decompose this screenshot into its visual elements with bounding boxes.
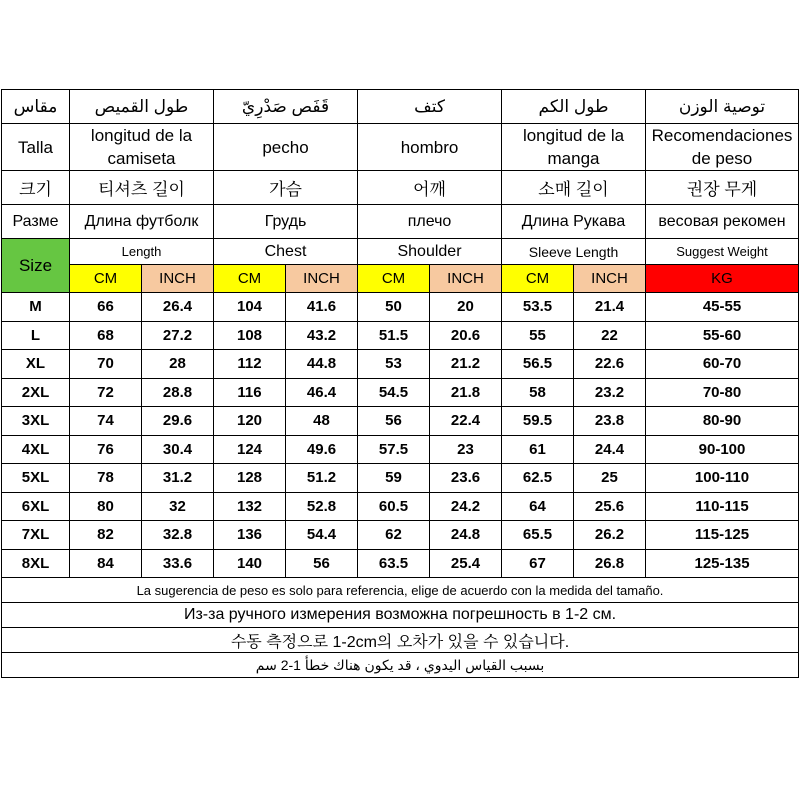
table-cell: 60-70 <box>646 350 799 379</box>
table-row <box>2 350 799 379</box>
table-cell: 51.5 <box>358 321 430 350</box>
unit-cm: CM <box>502 265 574 293</box>
table-row <box>2 435 799 464</box>
table-cell: 128 <box>214 464 286 493</box>
unit-cm: CM <box>358 265 430 293</box>
table-cell: 23.8 <box>574 407 646 436</box>
header-cell: плечо <box>358 205 502 239</box>
header-cell: 권장 무게 <box>646 171 799 205</box>
table-cell: 45-55 <box>646 293 799 322</box>
table-cell: 24.2 <box>430 492 502 521</box>
table-row <box>2 321 799 350</box>
table-cell: 21.2 <box>430 350 502 379</box>
header-row-korean <box>2 171 799 205</box>
header-row-spanish <box>2 124 799 171</box>
table-cell: 124 <box>214 435 286 464</box>
table-cell: 20.6 <box>430 321 502 350</box>
table-cell: 90-100 <box>646 435 799 464</box>
table-cell: 104 <box>214 293 286 322</box>
size-cell: 2XL <box>2 378 70 407</box>
table-cell: 66 <box>70 293 142 322</box>
header-cell: طول الكم <box>502 90 646 124</box>
table-cell: 80 <box>70 492 142 521</box>
table-cell: 100-110 <box>646 464 799 493</box>
table-cell: 116 <box>214 378 286 407</box>
table-cell: 55 <box>502 321 574 350</box>
notes <box>2 578 799 678</box>
table-cell: 112 <box>214 350 286 379</box>
table-cell: 24.4 <box>574 435 646 464</box>
table-cell: 24.8 <box>430 521 502 550</box>
table-cell: 136 <box>214 521 286 550</box>
header-cell: longitud de la manga <box>502 124 646 171</box>
table-cell: 32.8 <box>142 521 214 550</box>
table-cell: 84 <box>70 549 142 578</box>
header-cell: Грудь <box>214 205 358 239</box>
size-header: Size <box>2 239 70 293</box>
table-cell: 25.6 <box>574 492 646 521</box>
table-cell: 32 <box>142 492 214 521</box>
header-row-russian <box>2 205 799 239</box>
table-cell: 21.8 <box>430 378 502 407</box>
size-rows <box>2 293 799 578</box>
table-cell: 52.8 <box>286 492 358 521</box>
group-suggest-weight: Suggest Weight <box>646 239 799 265</box>
table-cell: 60.5 <box>358 492 430 521</box>
table-cell: 80-90 <box>646 407 799 436</box>
header-cell: longitud de la camiseta <box>70 124 214 171</box>
table-cell: 30.4 <box>142 435 214 464</box>
header-cell: 크기 <box>2 171 70 205</box>
group-sleeve-length: Sleeve Length <box>502 239 646 265</box>
size-chart <box>1 89 798 678</box>
note-russian: Из-за ручного измерения возможна погрешность в 1-2 см. <box>2 603 799 628</box>
header-cell: весовая рекомен <box>646 205 799 239</box>
table-cell: 76 <box>70 435 142 464</box>
size-cell: 8XL <box>2 549 70 578</box>
note-row <box>2 603 799 628</box>
table-cell: 22 <box>574 321 646 350</box>
header-cell: Recomendaciones de peso <box>646 124 799 171</box>
header-cell: Длина Рукава <box>502 205 646 239</box>
table-cell: 61 <box>502 435 574 464</box>
unit-cm: CM <box>214 265 286 293</box>
table-cell: 21.4 <box>574 293 646 322</box>
table-cell: 22.4 <box>430 407 502 436</box>
header-cell: كتف <box>358 90 502 124</box>
table-cell: 68 <box>70 321 142 350</box>
size-cell: L <box>2 321 70 350</box>
table-cell: 62.5 <box>502 464 574 493</box>
header-cell: طول القميص <box>70 90 214 124</box>
table-cell: 132 <box>214 492 286 521</box>
table-row <box>2 293 799 322</box>
table-cell: 29.6 <box>142 407 214 436</box>
table-cell: 125-135 <box>646 549 799 578</box>
table-row <box>2 407 799 436</box>
note-arabic: بسبب القياس اليدوي ، قد يكون هناك خطأ 1-2 سم <box>2 653 799 678</box>
size-chart-table <box>1 89 799 678</box>
header-cell: 티셔츠 길이 <box>70 171 214 205</box>
unit-cm: CM <box>70 265 142 293</box>
table-cell: 53.5 <box>502 293 574 322</box>
table-cell: 82 <box>70 521 142 550</box>
header-cell: قَفَص صَدْرِيّ <box>214 90 358 124</box>
table-cell: 65.5 <box>502 521 574 550</box>
header-cell: توصية الوزن <box>646 90 799 124</box>
table-cell: 115-125 <box>646 521 799 550</box>
table-cell: 25.4 <box>430 549 502 578</box>
note-korean: 수동 측정으로 1-2cm의 오차가 있을 수 있습니다. <box>2 628 799 653</box>
header-cell: Talla <box>2 124 70 171</box>
size-cell: 3XL <box>2 407 70 436</box>
unit-inch: INCH <box>430 265 502 293</box>
table-cell: 26.2 <box>574 521 646 550</box>
header-cell: 어깨 <box>358 171 502 205</box>
header-cell: hombro <box>358 124 502 171</box>
header-cell: مقاس <box>2 90 70 124</box>
table-cell: 22.6 <box>574 350 646 379</box>
size-cell: 4XL <box>2 435 70 464</box>
table-cell: 48 <box>286 407 358 436</box>
table-cell: 23.2 <box>574 378 646 407</box>
table-cell: 31.2 <box>142 464 214 493</box>
table-cell: 58 <box>502 378 574 407</box>
table-cell: 108 <box>214 321 286 350</box>
table-cell: 63.5 <box>358 549 430 578</box>
table-cell: 25 <box>574 464 646 493</box>
table-row <box>2 464 799 493</box>
table-cell: 56 <box>286 549 358 578</box>
header-cell: pecho <box>214 124 358 171</box>
table-cell: 56.5 <box>502 350 574 379</box>
header-cell: 가슴 <box>214 171 358 205</box>
header-row-units <box>2 265 799 293</box>
note-spanish: La sugerencia de peso es solo para referencia, elige de acuerdo con la medida del tamaño. <box>2 578 799 603</box>
table-row <box>2 521 799 550</box>
size-cell: M <box>2 293 70 322</box>
table-cell: 23 <box>430 435 502 464</box>
table-cell: 54.4 <box>286 521 358 550</box>
header-cell: Разме <box>2 205 70 239</box>
table-cell: 67 <box>502 549 574 578</box>
header-row-groups <box>2 239 799 265</box>
table-cell: 59 <box>358 464 430 493</box>
table-row <box>2 378 799 407</box>
table-cell: 28 <box>142 350 214 379</box>
header-cell: 소매 길이 <box>502 171 646 205</box>
table-cell: 44.8 <box>286 350 358 379</box>
group-chest: Chest <box>214 239 358 265</box>
header-row-arabic <box>2 90 799 124</box>
table-cell: 26.4 <box>142 293 214 322</box>
group-length: Length <box>70 239 214 265</box>
table-cell: 140 <box>214 549 286 578</box>
table-row <box>2 492 799 521</box>
table-cell: 23.6 <box>430 464 502 493</box>
group-shoulder: Shoulder <box>358 239 502 265</box>
table-cell: 50 <box>358 293 430 322</box>
size-cell: 5XL <box>2 464 70 493</box>
table-cell: 46.4 <box>286 378 358 407</box>
size-cell: XL <box>2 350 70 379</box>
table-cell: 57.5 <box>358 435 430 464</box>
table-cell: 49.6 <box>286 435 358 464</box>
size-cell: 7XL <box>2 521 70 550</box>
size-cell: 6XL <box>2 492 70 521</box>
table-cell: 55-60 <box>646 321 799 350</box>
table-cell: 54.5 <box>358 378 430 407</box>
table-cell: 74 <box>70 407 142 436</box>
table-cell: 20 <box>430 293 502 322</box>
table-cell: 43.2 <box>286 321 358 350</box>
table-cell: 64 <box>502 492 574 521</box>
unit-kg: KG <box>646 265 799 293</box>
table-cell: 72 <box>70 378 142 407</box>
table-row <box>2 549 799 578</box>
table-cell: 33.6 <box>142 549 214 578</box>
note-row <box>2 653 799 678</box>
table-cell: 78 <box>70 464 142 493</box>
table-cell: 56 <box>358 407 430 436</box>
table-cell: 70 <box>70 350 142 379</box>
table-cell: 59.5 <box>502 407 574 436</box>
table-cell: 27.2 <box>142 321 214 350</box>
note-row <box>2 628 799 653</box>
unit-inch: INCH <box>574 265 646 293</box>
table-cell: 51.2 <box>286 464 358 493</box>
note-row <box>2 578 799 603</box>
table-cell: 26.8 <box>574 549 646 578</box>
table-cell: 41.6 <box>286 293 358 322</box>
table-cell: 28.8 <box>142 378 214 407</box>
unit-inch: INCH <box>286 265 358 293</box>
header-cell: Длина футболк <box>70 205 214 239</box>
unit-inch: INCH <box>142 265 214 293</box>
table-cell: 110-115 <box>646 492 799 521</box>
table-cell: 120 <box>214 407 286 436</box>
table-cell: 62 <box>358 521 430 550</box>
table-cell: 70-80 <box>646 378 799 407</box>
table-cell: 53 <box>358 350 430 379</box>
